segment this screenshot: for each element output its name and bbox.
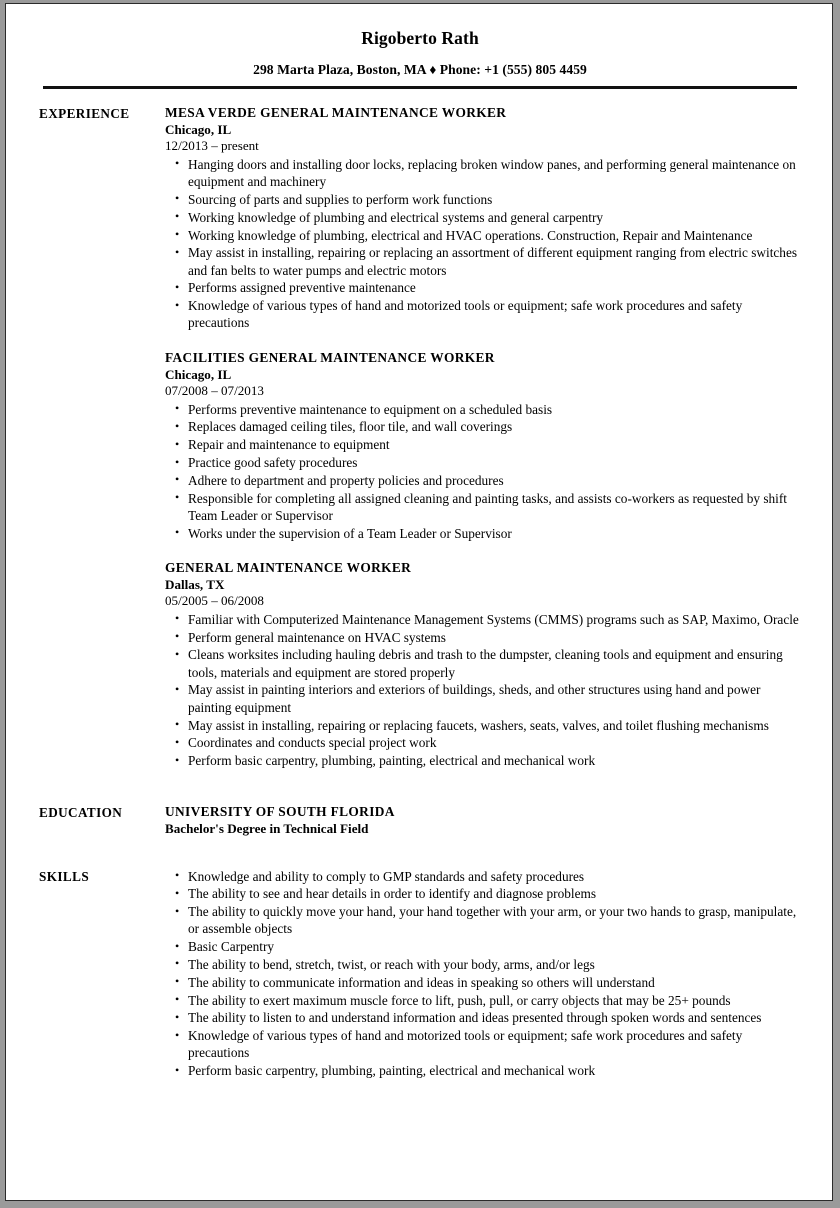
list-item: • Perform basic carpentry, plumbing, painting, electrical and mechanical work [165, 1062, 801, 1079]
list-item: • The ability to see and hear details in order to identify and diagnose problems [165, 885, 801, 902]
education-degree: Bachelor's Degree in Technical Field [165, 821, 369, 837]
education-school: UNIVERSITY OF SOUTH FLORIDA [165, 803, 395, 819]
list-item: • Perform general maintenance on HVAC systems [165, 629, 801, 646]
list-item: • Familiar with Computerized Maintenance Management Systems (CMMS) programs such as SAP, Maximo, Oracle [165, 611, 801, 628]
job-location: Chicago, IL [165, 122, 232, 138]
list-item: • The ability to bend, stretch, twist, or reach with your body, arms, and/or legs [165, 956, 801, 973]
experience-jobs [165, 104, 801, 770]
list-item: • The ability to communicate information and ideas in speaking so others will understand [165, 974, 801, 991]
section-label-education: EDUCATION [39, 804, 123, 820]
list-item: • The ability to listen to and understand information and ideas presented through spoken words and sentences [165, 1009, 801, 1026]
job-location: Dallas, TX [165, 577, 225, 593]
list-item: • Knowledge and ability to comply to GMP standards and safety procedures [165, 868, 801, 885]
list-item: • May assist in painting interiors and exteriors of buildings, sheds, and other structures using hand and power painting equipment [165, 681, 801, 716]
list-item: • Cleans worksites including hauling debris and trash to the dumpster, cleaning tools and equipment and ensuring tools, materials and equipment are stored properly [165, 646, 801, 681]
list-item: • Sourcing of parts and supplies to perform work functions [165, 191, 801, 208]
list-item: • Knowledge of various types of hand and motorized tools or equipment; safe work procedures and safety precautions [165, 297, 801, 332]
section-education [39, 803, 801, 838]
section-label-skills: SKILLS [39, 868, 90, 884]
job-dates: 12/2013 – present [165, 138, 259, 154]
list-item: • Replaces damaged ceiling tiles, floor tile, and wall coverings [165, 418, 801, 435]
education-entry [165, 803, 801, 838]
job-dates: 07/2008 – 07/2013 [165, 382, 264, 398]
section-experience [39, 104, 801, 770]
section-label-experience: EXPERIENCE [39, 106, 130, 121]
header-divider [43, 86, 797, 89]
list-item: • The ability to quickly move your hand, your hand together with your arm, or your two hands to grasp, manipulate, or assemble objects [165, 903, 801, 938]
list-item: • Hanging doors and installing door locks, replacing broken window panes, and performing general maintenance on equipment and machinery [165, 156, 801, 191]
list-item: • Working knowledge of plumbing, electrical and HVAC operations. Construction, Repair and Maintenance [165, 227, 801, 244]
experience-job [165, 349, 801, 542]
list-item: • Performs assigned preventive maintenance [165, 279, 801, 296]
job-bullets [165, 611, 801, 770]
experience-job [165, 104, 801, 332]
skills-bullets [165, 868, 801, 1080]
list-item: • The ability to exert maximum muscle force to lift, push, pull, or carry objects that may be 25+ pounds [165, 992, 801, 1009]
job-title: MESA VERDE GENERAL MAINTENANCE WORKER [165, 105, 507, 120]
experience-job [165, 559, 801, 769]
list-item: • Coordinates and conducts special project work [165, 734, 801, 751]
list-item: • May assist in installing, repairing or replacing faucets, washers, seats, valves, and toilet flushing mechanisms [165, 717, 801, 734]
list-item: • Knowledge of various types of hand and motorized tools or equipment; safe work procedures and safety precautions [165, 1027, 801, 1062]
resume-content [39, 22, 801, 1080]
job-title: FACILITIES GENERAL MAINTENANCE WORKER [165, 349, 495, 365]
job-bullets [165, 401, 801, 542]
skills-body [165, 867, 801, 1080]
list-item: • Performs preventive maintenance to equipment on a scheduled basis [165, 401, 801, 418]
list-item: • Works under the supervision of a Team Leader or Supervisor [165, 525, 801, 542]
list-item: • Perform basic carpentry, plumbing, painting, electrical and mechanical work [165, 752, 801, 769]
contact-line: 298 Marta Plaza, Boston, MA ♦ Phone: +1 (555) 805 4459 [253, 62, 587, 77]
list-item: • Repair and maintenance to equipment [165, 436, 801, 453]
list-item: • May assist in installing, repairing or replacing an assortment of different equipment ranging from electric switches and fan belts to water pumps and electric motors [165, 244, 801, 279]
section-skills [39, 867, 801, 1080]
list-item: • Working knowledge of plumbing and electrical systems and general carpentry [165, 209, 801, 226]
list-item: • Basic Carpentry [165, 938, 801, 955]
list-item: • Practice good safety procedures [165, 454, 801, 471]
job-title: GENERAL MAINTENANCE WORKER [165, 559, 412, 575]
job-bullets [165, 156, 801, 332]
list-item: • Responsible for completing all assigned cleaning and painting tasks, and assists co-workers as requested by shift Team Leader or Supervisor [165, 490, 801, 525]
resume-page [5, 3, 833, 1201]
job-location: Chicago, IL [165, 366, 232, 382]
job-dates: 05/2005 – 06/2008 [165, 593, 264, 609]
page-title: Rigoberto Rath [361, 28, 479, 48]
list-item: • Adhere to department and property policies and procedures [165, 472, 801, 489]
